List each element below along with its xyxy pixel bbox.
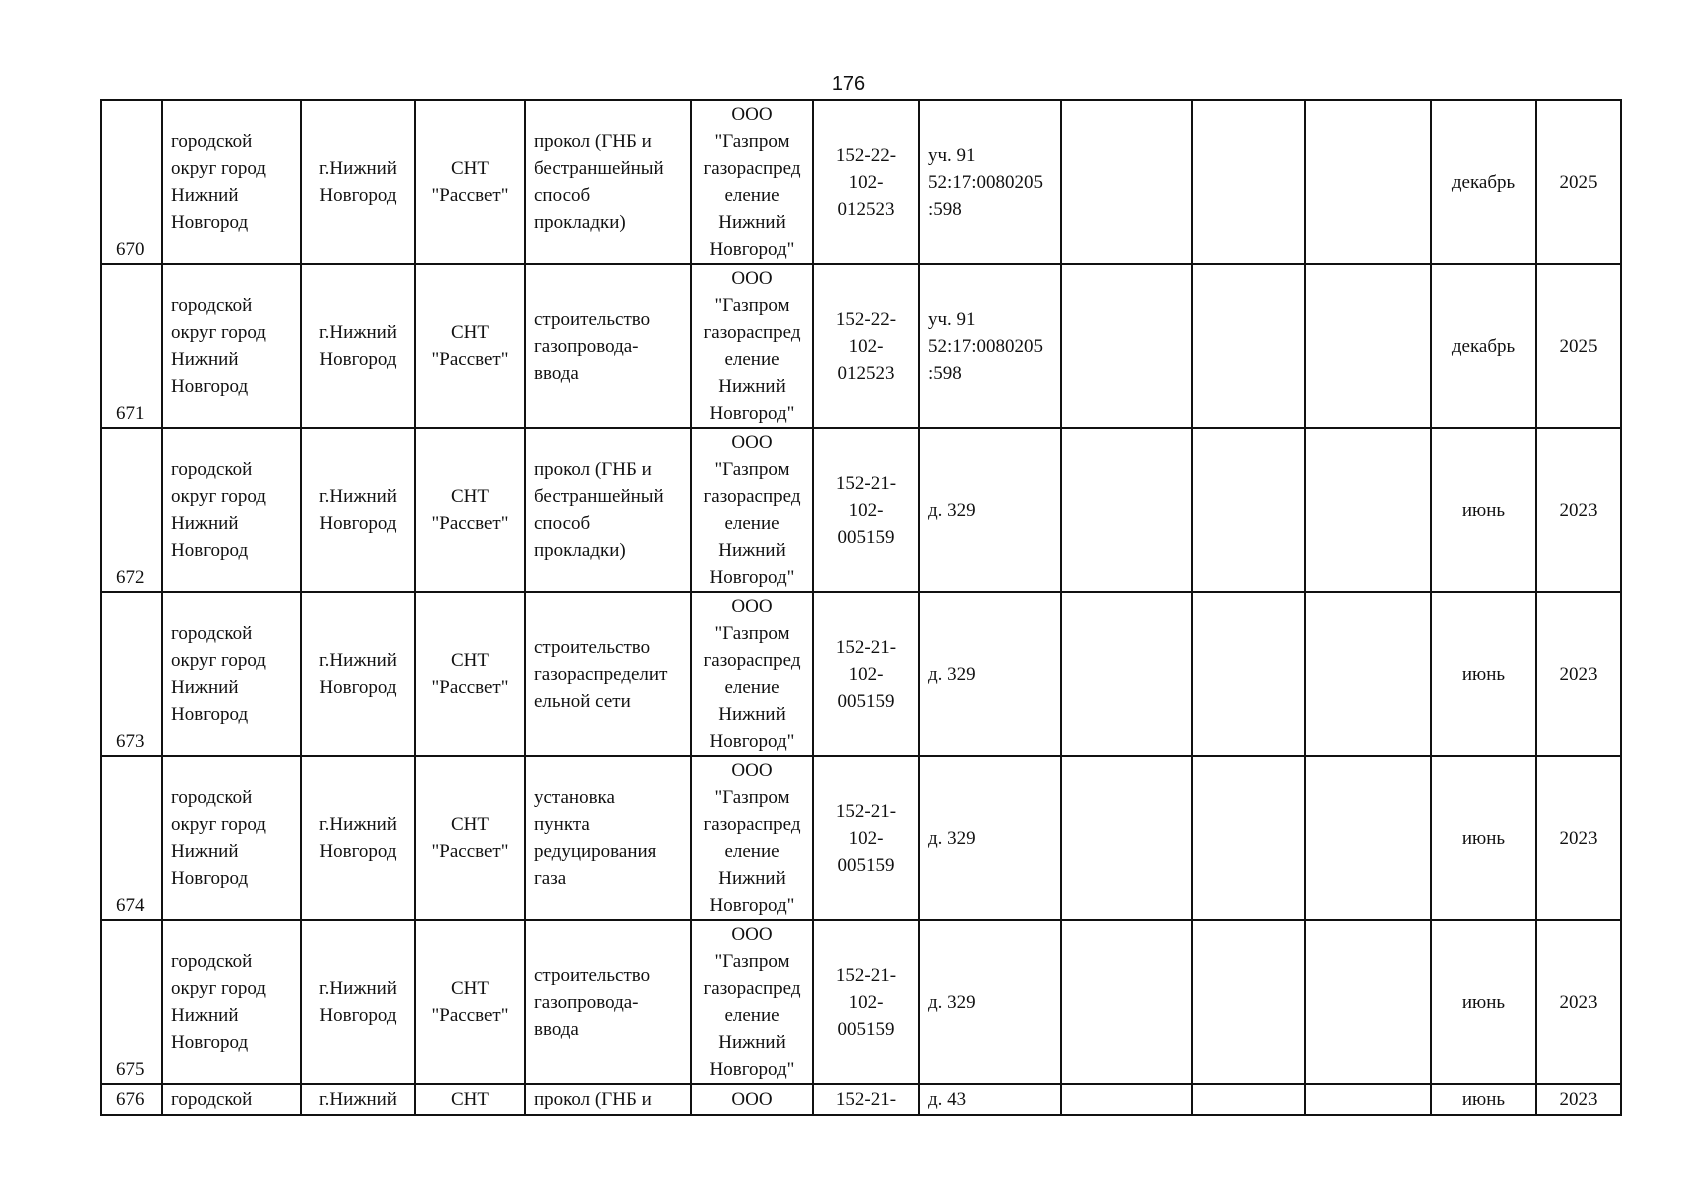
empty-cell	[1192, 100, 1305, 264]
empty-cell	[1305, 428, 1431, 592]
municipal-district: городской округ город Нижний Новгород	[162, 264, 301, 428]
month: июнь	[1431, 1084, 1536, 1115]
year: 2023	[1536, 756, 1621, 920]
page-number: 176	[831, 73, 866, 95]
organization: ООО "Газпром газораспред еление Нижний Новгород"	[691, 264, 813, 428]
table-row	[101, 1084, 1621, 1115]
municipal-district: городской округ город Нижний Новгород	[162, 592, 301, 756]
month: декабрь	[1431, 100, 1536, 264]
registration-code: 152-21- 102- 005159	[813, 756, 919, 920]
settlement: СНТ "Рассвет"	[415, 920, 525, 1084]
empty-cell	[1192, 920, 1305, 1084]
empty-cell	[1305, 920, 1431, 1084]
municipal-district: городской округ город Нижний Новгород	[162, 920, 301, 1084]
year: 2025	[1536, 100, 1621, 264]
organization: ООО "Газпром газораспред еление Нижний Новгород"	[691, 756, 813, 920]
settlement: СНТ "Рассвет"	[415, 592, 525, 756]
registration-code: 152-21- 102- 005159	[813, 428, 919, 592]
settlement: СНТ "Рассвет"	[415, 100, 525, 264]
table-row	[101, 100, 1621, 264]
table-row	[101, 428, 1621, 592]
address: уч. 91 52:17:0080205 :598	[919, 264, 1061, 428]
city: г.Нижний Новгород	[301, 100, 415, 264]
year: 2025	[1536, 264, 1621, 428]
city: г.Нижний	[301, 1084, 415, 1115]
table-row	[101, 756, 1621, 920]
address: д. 329	[919, 592, 1061, 756]
registration-code: 152-21- 102- 005159	[813, 592, 919, 756]
row-number: 673	[101, 592, 162, 756]
year: 2023	[1536, 1084, 1621, 1115]
address: уч. 91 52:17:0080205 :598	[919, 100, 1061, 264]
organization: ООО	[691, 1084, 813, 1115]
organization: ООО "Газпром газораспред еление Нижний Новгород"	[691, 428, 813, 592]
municipal-district: городской округ город Нижний Новгород	[162, 428, 301, 592]
empty-cell	[1192, 264, 1305, 428]
empty-cell	[1305, 756, 1431, 920]
address: д. 329	[919, 756, 1061, 920]
document-table	[100, 99, 1622, 1116]
empty-cell	[1061, 428, 1192, 592]
municipal-district: городской	[162, 1084, 301, 1115]
work-type: прокол (ГНБ и бестраншейный способ прокладки)	[525, 100, 691, 264]
city: г.Нижний Новгород	[301, 428, 415, 592]
empty-cell	[1192, 592, 1305, 756]
year: 2023	[1536, 428, 1621, 592]
registration-code: 152-21-	[813, 1084, 919, 1115]
row-number: 671	[101, 264, 162, 428]
empty-cell	[1305, 264, 1431, 428]
settlement: СНТ	[415, 1084, 525, 1115]
year: 2023	[1536, 920, 1621, 1084]
month: июнь	[1431, 592, 1536, 756]
settlement: СНТ "Рассвет"	[415, 756, 525, 920]
work-type: строительство газопровода- ввода	[525, 920, 691, 1084]
city: г.Нижний Новгород	[301, 264, 415, 428]
registration-code: 152-22- 102- 012523	[813, 264, 919, 428]
month: июнь	[1431, 428, 1536, 592]
month: июнь	[1431, 920, 1536, 1084]
city: г.Нижний Новгород	[301, 756, 415, 920]
empty-cell	[1061, 920, 1192, 1084]
empty-cell	[1192, 428, 1305, 592]
settlement: СНТ "Рассвет"	[415, 428, 525, 592]
work-type: прокол (ГНБ и	[525, 1084, 691, 1115]
empty-cell	[1061, 592, 1192, 756]
month: декабрь	[1431, 264, 1536, 428]
work-type: установка пункта редуцирования газа	[525, 756, 691, 920]
empty-cell	[1061, 756, 1192, 920]
work-type: строительство газопровода- ввода	[525, 264, 691, 428]
work-type: прокол (ГНБ и бестраншейный способ прокладки)	[525, 428, 691, 592]
row-number: 676	[101, 1084, 162, 1115]
row-number: 672	[101, 428, 162, 592]
city: г.Нижний Новгород	[301, 920, 415, 1084]
organization: ООО "Газпром газораспред еление Нижний Новгород"	[691, 100, 813, 264]
address: д. 329	[919, 428, 1061, 592]
empty-cell	[1061, 264, 1192, 428]
empty-cell	[1305, 100, 1431, 264]
registration-code: 152-21- 102- 005159	[813, 920, 919, 1084]
month: июнь	[1431, 756, 1536, 920]
empty-cell	[1061, 100, 1192, 264]
organization: ООО "Газпром газораспред еление Нижний Новгород"	[691, 592, 813, 756]
row-number: 670	[101, 100, 162, 264]
table-row	[101, 592, 1621, 756]
organization: ООО "Газпром газораспред еление Нижний Новгород"	[691, 920, 813, 1084]
municipal-district: городской округ город Нижний Новгород	[162, 100, 301, 264]
empty-cell	[1305, 1084, 1431, 1115]
empty-cell	[1061, 1084, 1192, 1115]
year: 2023	[1536, 592, 1621, 756]
address: д. 329	[919, 920, 1061, 1084]
empty-cell	[1192, 756, 1305, 920]
city: г.Нижний Новгород	[301, 592, 415, 756]
work-type: строительство газораспределит ельной сети	[525, 592, 691, 756]
row-number: 675	[101, 920, 162, 1084]
settlement: СНТ "Рассвет"	[415, 264, 525, 428]
row-number: 674	[101, 756, 162, 920]
empty-cell	[1192, 1084, 1305, 1115]
empty-cell	[1305, 592, 1431, 756]
table-row	[101, 264, 1621, 428]
address: д. 43	[919, 1084, 1061, 1115]
registration-code: 152-22- 102- 012523	[813, 100, 919, 264]
municipal-district: городской округ город Нижний Новгород	[162, 756, 301, 920]
table-row	[101, 920, 1621, 1084]
